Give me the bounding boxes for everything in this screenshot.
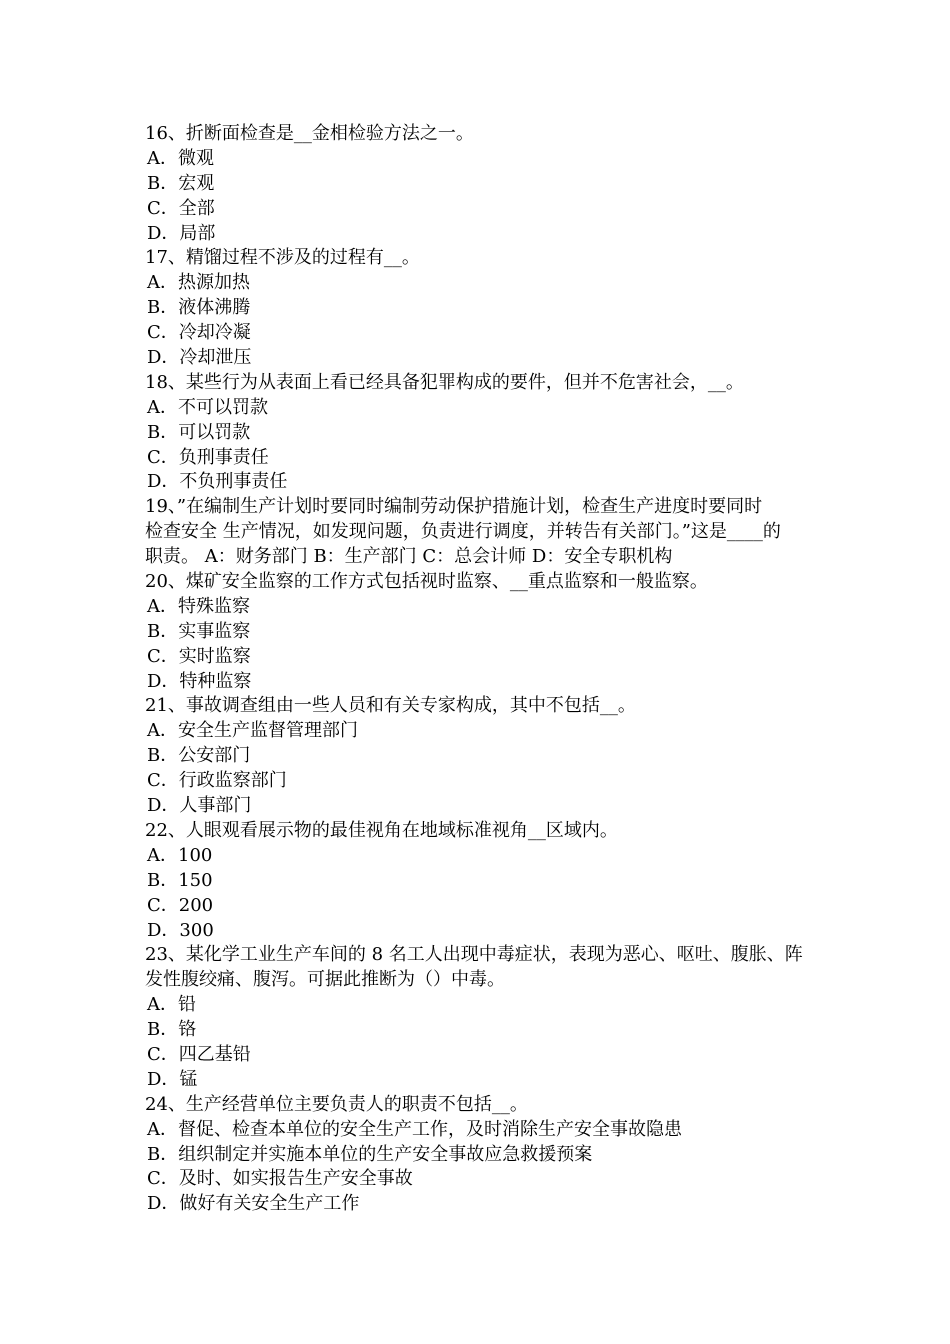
question-20-option-b: B．实事监察 <box>147 620 251 642</box>
question-23-option-c: C．四乙基铅 <box>147 1043 251 1065</box>
question-22-stem: 22、人眼观看展示物的最佳视角在地域标准视角__区域内。 <box>145 819 618 841</box>
question-21-stem: 21、事故调查组由一些人员和有关专家构成，其中不包括__。 <box>145 695 636 717</box>
question-17-option-a: A．热源加热 <box>147 272 250 294</box>
question-18-stem: 18、某些行为从表面上看已经具备犯罪构成的要件，但并不危害社会，__。 <box>145 371 744 393</box>
question-24-option-a: A．督促、检查本单位的安全生产工作，及时消除生产安全事故隐患 <box>147 1118 682 1140</box>
question-23-option-b: B．铬 <box>147 1019 197 1041</box>
question-19-stem-line-2: 检查安全 生产情况，如发现问题，负责进行调度，并转告有关部门。”这是____的 <box>145 521 781 543</box>
question-17-stem: 17、精馏过程不涉及的过程有__。 <box>145 247 420 269</box>
question-24-option-d: D．做好有关安全生产工作 <box>147 1193 360 1215</box>
question-23-option-d: D．锰 <box>147 1068 198 1090</box>
question-18-option-d: D．不负刑事责任 <box>147 471 288 493</box>
question-16-option-d: D．局部 <box>147 222 216 244</box>
question-18-option-a: A．不可以罚款 <box>147 396 268 418</box>
question-18-option-c: C．负刑事责任 <box>147 446 269 468</box>
question-17-option-c: C．冷却冷凝 <box>147 322 251 344</box>
question-16-option-a: A．微观 <box>147 147 214 169</box>
question-22-option-c: C．200 <box>147 894 214 916</box>
question-16-stem: 16、折断面检查是__金相检验方法之一。 <box>145 123 474 144</box>
question-23-option-a: A．铅 <box>147 994 196 1016</box>
question-24-option-c: C．及时、如实报告生产安全事故 <box>147 1168 413 1190</box>
question-21-option-c: C．行政监察部门 <box>147 770 287 792</box>
question-19-stem-line-1: 19、”在编制生产计划时要同时编制劳动保护措施计划，检查生产进度时要同时 <box>145 496 763 518</box>
question-18-option-b: B．可以罚款 <box>147 421 251 443</box>
question-20-option-c: C．实时监察 <box>147 645 251 667</box>
question-23-stem-line-1: 23、某化学工业生产车间的 8 名工人出现中毒症状，表现为恶心、呕吐、腹胀、阵 <box>145 944 803 966</box>
question-21-option-a: A．安全生产监督管理部门 <box>147 720 358 742</box>
question-20-stem: 20、煤矿安全监察的工作方式包括视时监察、__重点监察和一般监察。 <box>145 571 708 593</box>
question-16-option-b: B．宏观 <box>147 172 215 194</box>
document-page <box>145 122 810 1217</box>
question-22-option-b: B．150 <box>147 869 213 891</box>
question-22-option-d: D．300 <box>147 919 214 941</box>
question-24-option-b: B．组织制定并实施本单位的生产安全事故应急救援预案 <box>147 1143 593 1165</box>
question-20-option-d: D．特种监察 <box>147 670 252 692</box>
question-20-option-a: A．特殊监察 <box>147 595 250 617</box>
question-19-stem-line-3: 职责。 A：财务部门 B：生产部门 C：总会计师 D：安全专职机构 <box>145 546 673 568</box>
question-22-option-a: A．100 <box>147 844 213 866</box>
question-24-stem: 24、生产经营单位主要负责人的职责不包括__。 <box>145 1093 528 1115</box>
question-23-stem-line-2: 发性腹绞痛、腹泻。可据此推断为（）中毒。 <box>145 969 505 991</box>
question-16-option-c: C．全部 <box>147 197 215 219</box>
question-17-option-d: D．冷却泄压 <box>147 347 252 369</box>
question-21-option-b: B．公安部门 <box>147 745 251 767</box>
question-21-option-d: D．人事部门 <box>147 795 252 817</box>
question-17-option-b: B．液体沸腾 <box>147 297 251 319</box>
